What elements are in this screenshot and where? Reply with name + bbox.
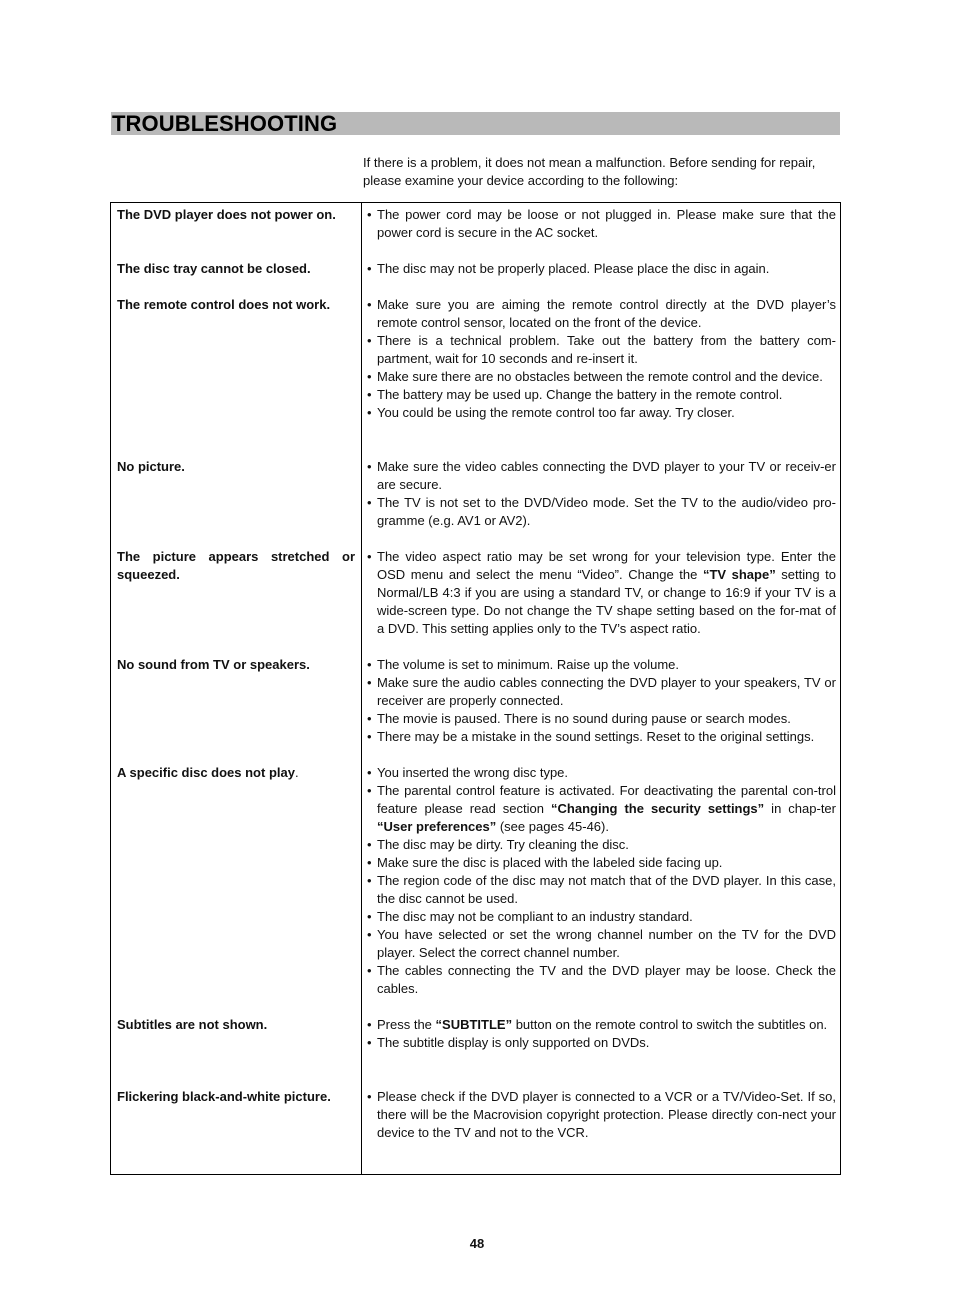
problem-label: The picture appears stretched or squeezed.	[117, 549, 355, 582]
solution-list	[367, 458, 836, 530]
problem-label: Subtitles are not shown.	[117, 1017, 268, 1032]
problem-label: A specific disc does not play.	[117, 765, 299, 780]
intro-line: If there is a problem, it does not mean a malfunction. Before sending for repair,	[363, 155, 816, 170]
problem-label: The disc tray cannot be closed.	[117, 261, 311, 276]
solution-list	[367, 656, 836, 746]
intro-line: please examine your device according to the following:	[363, 173, 679, 188]
solution-item: • Make sure you are aiming the remote control directly at the DVD player’s remote control sensor, located on the front of the device.	[367, 297, 836, 330]
solution-list	[367, 764, 836, 998]
solution-list	[367, 296, 836, 422]
solution-item: • You have selected or set the wrong channel number on the TV for the DVD player. Select the correct channel number.	[367, 927, 836, 960]
solution-item: • Make sure the audio cables connecting the DVD player to your speakers, TV or receiver are properly connected.	[367, 675, 836, 708]
solution-item: • The disc may not be properly placed. Please place the disc in again.	[367, 261, 770, 276]
solution-list	[367, 260, 836, 278]
solution-item: • Make sure the video cables connecting the DVD player to your TV or receiv-er are secure.	[367, 459, 836, 492]
problem-label: The remote control does not work.	[117, 297, 331, 312]
solution-list	[367, 206, 836, 242]
solution-item: • You inserted the wrong disc type.	[367, 765, 569, 780]
solution-item: • Please check if the DVD player is connected to a VCR or a TV/Video-Set. If so, there will be the Macrovision copyright protection. Please directly con-nect your device to the TV and not to the VCR.	[367, 1089, 836, 1140]
page-title: TROUBLESHOOTING	[112, 111, 338, 136]
solution-list	[367, 1088, 836, 1142]
solution-item: • The volume is set to minimum. Raise up the volume.	[367, 657, 680, 672]
page-number: 48	[469, 1236, 485, 1251]
problem-label: Flickering black-and-white picture.	[117, 1089, 331, 1104]
solution-item: • The parental control feature is activated. For deactivating the parental con-trol feature please read section “Changing the security settings” in chap-ter “User preferences” (see pages 45-46).	[367, 783, 836, 834]
solution-item: • You could be using the remote control too far away. Try closer.	[367, 405, 735, 420]
solution-item: • Make sure there are no obstacles between the remote control and the device.	[367, 369, 823, 384]
solution-item: • The cables connecting the TV and the DVD player may be loose. Check the cables.	[367, 963, 836, 996]
solution-item: • The video aspect ratio may be set wrong for your television type. Enter the OSD menu and select the menu “Video”. Change the “TV shape” setting to Normal/LB 4:3 if you are using a standard TV, or change to 16:9 if your TV is a wide-screen type. Do not change the TV shape setting based on the for-mat of a DVD. This setting applies only to the TV’s aspect ratio.	[367, 549, 836, 636]
troubleshooting-table	[110, 202, 841, 1175]
solution-item: • The battery may be used up. Change the battery in the remote control.	[367, 387, 783, 402]
solution-item: • The region code of the disc may not match that of the DVD player. In this case, the disc cannot be used.	[367, 873, 836, 906]
solution-item: • Make sure the disc is placed with the labeled side facing up.	[367, 855, 723, 870]
intro-text	[363, 154, 841, 190]
column-divider	[361, 203, 362, 1174]
solution-item: • Press the “SUBTITLE” button on the remote control to switch the subtitles on.	[367, 1017, 828, 1032]
title-bar	[111, 112, 840, 135]
problem-label: The DVD player does not power on.	[117, 207, 336, 222]
problem-label: No sound from TV or speakers.	[117, 657, 310, 672]
solution-list	[367, 548, 836, 638]
solution-item: • There may be a mistake in the sound settings. Reset to the original settings.	[367, 729, 815, 744]
solution-item: • The subtitle display is only supported on DVDs.	[367, 1035, 650, 1050]
solution-item: • The disc may be dirty. Try cleaning the disc.	[367, 837, 629, 852]
solution-list	[367, 1016, 836, 1052]
solution-item: • The disc may not be compliant to an industry standard.	[367, 909, 693, 924]
solution-item: • The movie is paused. There is no sound during pause or search modes.	[367, 711, 791, 726]
solution-item: • The power cord may be loose or not plugged in. Please make sure that the power cord is secure in the AC socket.	[367, 207, 836, 240]
problem-label: No picture.	[117, 459, 185, 474]
solution-item: • There is a technical problem. Take out the battery from the battery com-partment, wait for 10 seconds and re-insert it.	[367, 333, 836, 366]
solution-item: • The TV is not set to the DVD/Video mode. Set the TV to the audio/video pro-gramme (e.g. AV1 or AV2).	[367, 495, 836, 528]
